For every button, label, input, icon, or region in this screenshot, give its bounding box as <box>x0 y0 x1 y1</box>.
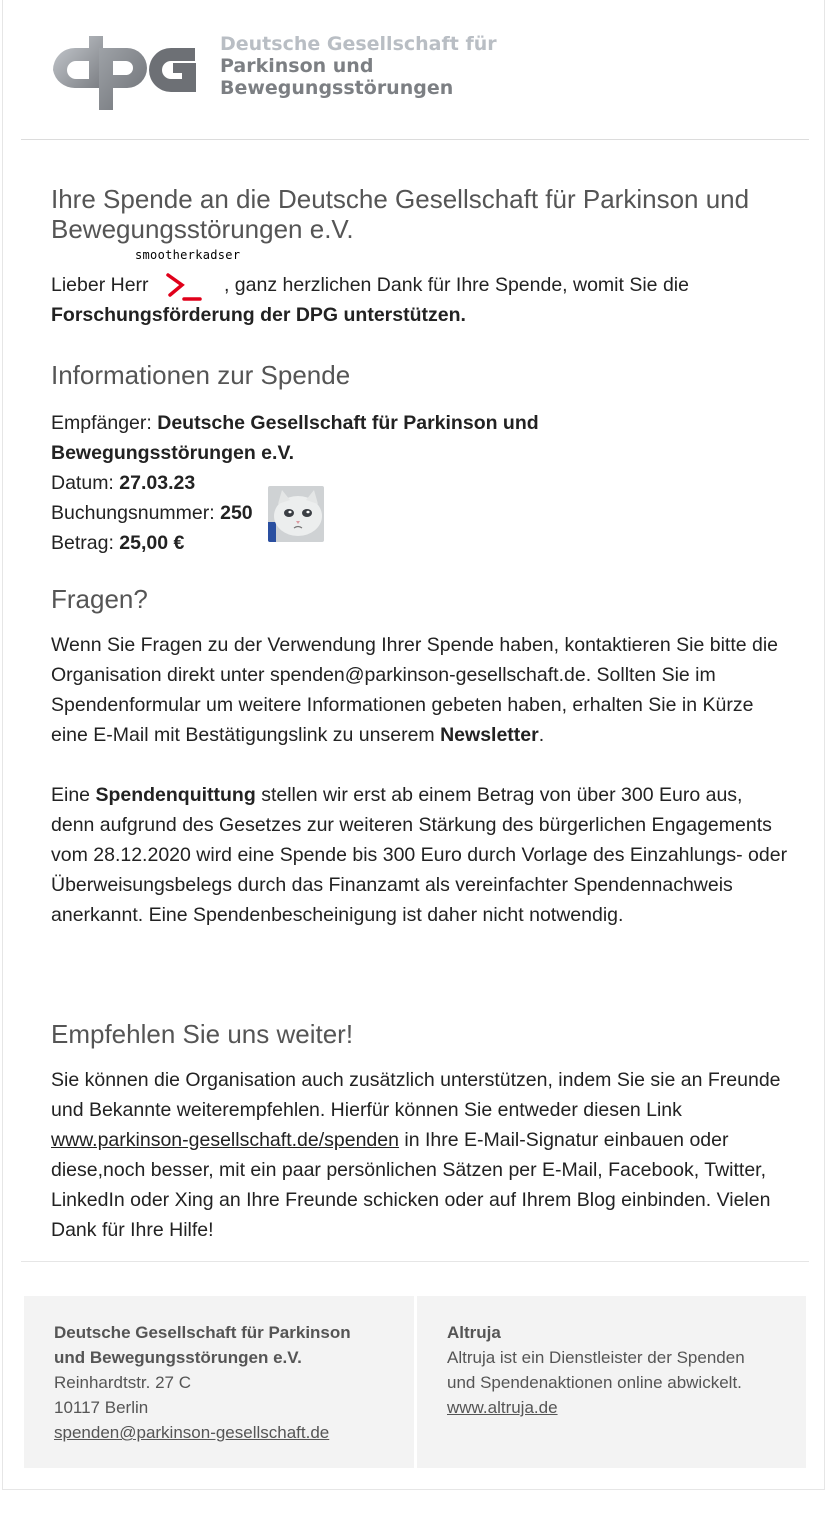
logo-line-3: Bewegungsstörungen <box>220 77 454 99</box>
footer-partner-link[interactable]: www.altruja.de <box>447 1398 558 1417</box>
questions-text-end: . <box>538 724 545 746</box>
footer-city: 10117 Berlin <box>54 1398 149 1417</box>
recipient-label: Empfänger: <box>51 412 152 434</box>
booking-label: Buchungsnummer: <box>51 502 215 524</box>
date-row <box>51 468 611 498</box>
recommend-section <box>51 1019 791 1245</box>
date-value: 27.03.23 <box>119 472 196 494</box>
booking-row <box>51 498 611 528</box>
donation-info-section <box>51 360 611 558</box>
receipt-bold: Spendenquittung <box>95 784 256 806</box>
recommend-paragraph <box>51 1065 791 1245</box>
email-header <box>3 0 824 140</box>
greeting-bold: Forschungsförderung der DPG unterstützen. <box>51 304 466 326</box>
footer-partner-name: Altruja <box>447 1323 501 1342</box>
email-body <box>51 184 791 1241</box>
recipient-value: Deutsche Gesellschaft für Parkinson und Bewegungsstörungen e.V. <box>51 412 539 464</box>
email-footer <box>24 1296 806 1468</box>
footer-email-link[interactable]: spenden@parkinson-gesellschaft.de <box>54 1423 330 1442</box>
greeting-paragraph <box>51 248 791 330</box>
receipt-text: stellen wir erst ab einem Betrag von über 300 Euro aus, denn aufgrund des Gesetzes zur weiteren Stärkung des bürgerlichen Engagements vom 28.12.2020 wird eine Spende bis 300 Euro durch Vorlage des Einzahlungs- oder Überweisungsbelegs durch das Finanzamt als vereinfachter Spendennachweis anerkannt. Eine Spendenbescheinigung ist daher nicht notwendig. <box>51 784 788 926</box>
info-heading: Informationen zur Spende <box>51 360 351 390</box>
date-label: Datum: <box>51 472 114 494</box>
email-card <box>2 0 825 1490</box>
donation-link[interactable]: www.parkinson-gesellschaft.de/spenden <box>51 1129 399 1151</box>
recipient-row <box>51 408 611 468</box>
greeting-suffix: , ganz herzlichen Dank für Ihre Spende, womit Sie die <box>223 274 689 296</box>
footer-divider <box>21 1261 809 1262</box>
logo-wordmark <box>220 33 497 99</box>
footer-org-column <box>24 1296 414 1468</box>
logo-line-1: Deutsche Gesellschaft für <box>220 33 497 55</box>
handwritten-annotation: smootherkadser <box>135 248 241 262</box>
info-lines <box>51 408 611 558</box>
amount-label: Betrag: <box>51 532 114 554</box>
footer-partner-column <box>417 1296 806 1468</box>
amount-row <box>51 528 611 558</box>
questions-paragraph-1 <box>51 630 791 750</box>
greeting-prefix: Lieber Herr <box>51 274 149 296</box>
recommend-heading: Empfehlen Sie uns weiter! <box>51 1019 354 1049</box>
questions-heading: Fragen? <box>51 584 148 614</box>
recommend-text-1: Sie können die Organisation auch zusätzlich unterstützen, indem Sie sie an Freunde und Bekannte weiterempfehlen. Hierfür können Sie entweder diesen Link <box>51 1069 781 1121</box>
receipt-text-prefix: Eine <box>51 784 91 806</box>
logo-line-2: Parkinson und <box>220 55 374 77</box>
questions-paragraph-2 <box>51 780 791 930</box>
crying-cat-sticker-icon <box>268 486 324 542</box>
amount-value: 25,00 € <box>119 532 185 554</box>
footer-street: Reinhardtstr. 27 C <box>54 1373 192 1392</box>
footer-partner-desc: Altruja ist ein Dienstleister der Spenden und Spendenaktionen online abwickelt. <box>447 1348 745 1392</box>
questions-section <box>51 584 791 930</box>
header-divider <box>21 139 809 140</box>
email-title: Ihre Spende an die Deutsche Gesellschaft für Parkinson und Bewegungsstörungen e.V. <box>51 184 750 244</box>
footer-org-name: Deutsche Gesellschaft für Parkinson und Bewegungsstörungen e.V. <box>54 1323 351 1367</box>
booking-value: 250 <box>220 502 253 524</box>
newsletter-bold: Newsletter <box>440 724 539 746</box>
questions-text-1: Wenn Sie Fragen zu der Verwendung Ihrer Spende haben, kontaktieren Sie bitte die Organisation direkt unter spenden@parkinson-gesellschaft.de. Sollten Sie im Spendenformular um weitere Informationen gebeten haben, erhalten Sie in Kürze eine E-Mail mit Bestätigungslink zu unserem <box>51 634 779 746</box>
recommend-text-2: in Ihre E-Mail-Signatur einbauen oder diese,noch besser, mit ein paar persönlichen Sätzen per E-Mail, Facebook, Twitter, LinkedIn oder Xing an Ihre Freunde schicken oder auf Ihrem Blog einbinden. Vielen Dank für Ihre Hilfe! <box>51 1129 771 1241</box>
redaction-mark-icon <box>154 275 224 297</box>
dpg-logo-icon <box>51 30 201 112</box>
